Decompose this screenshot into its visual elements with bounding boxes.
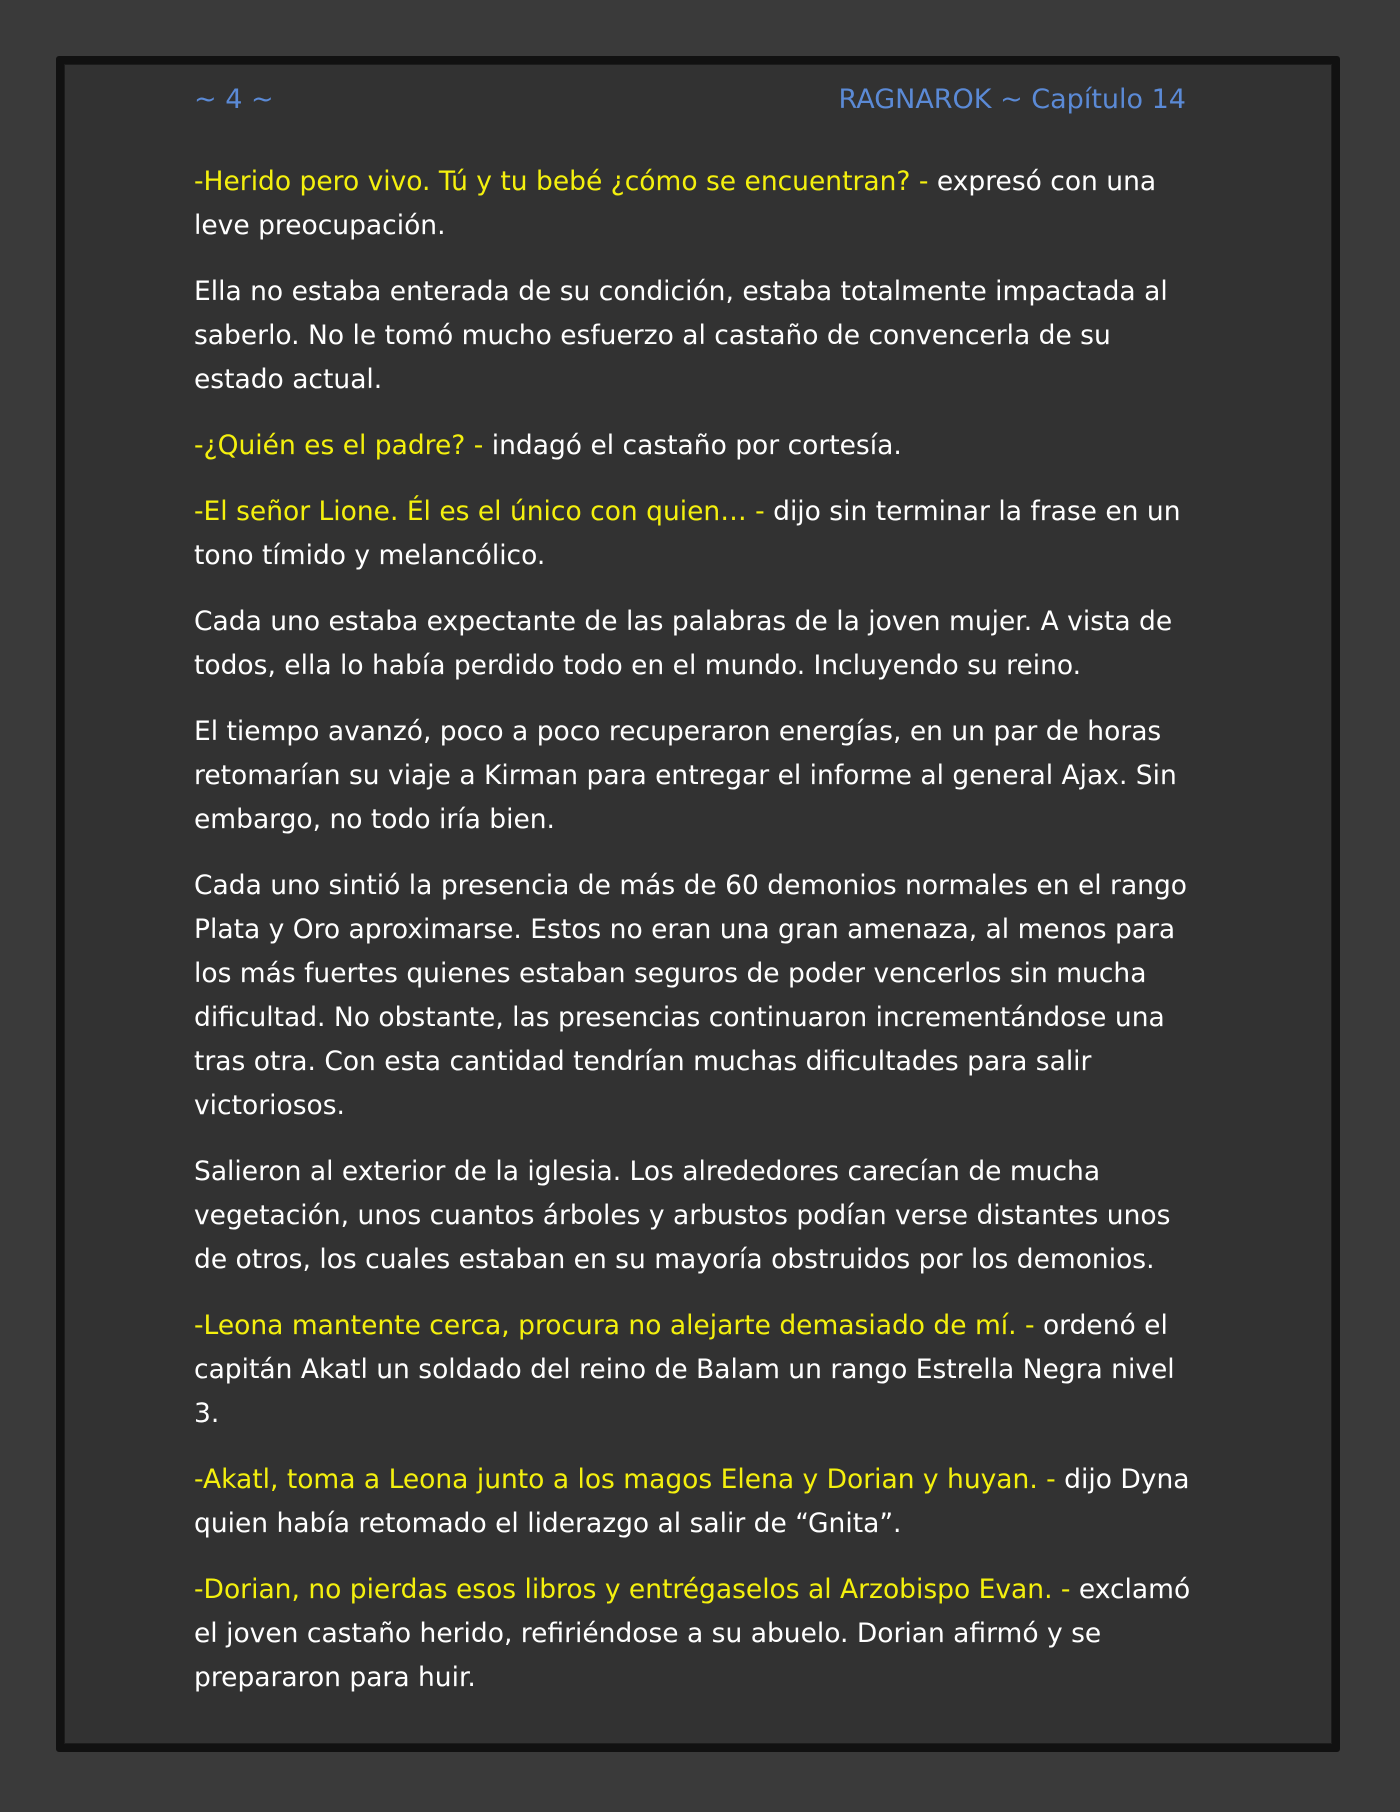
paragraph-5 [194,600,1204,688]
page-number: ~ 4 ~ [194,84,274,115]
paragraph-10 [194,1458,1204,1546]
dialogue: -Akatl, toma a Leona junto a los magos Elena y Dorian y huyan. - [194,1464,1056,1495]
paragraph-8 [194,1150,1204,1282]
paragraph-7 [194,864,1204,1128]
narration: Cada uno estaba expectante de las palabras de la joven mujer. A vista de todos, ella lo había perdido todo en el mundo. Incluyendo su reino. [194,606,1173,681]
narration: expresó con una leve preocupación. [194,166,1157,241]
page-header [194,84,1186,124]
narration: Cada uno sintió la presencia de más de 60 demonios normales en el rango Plata y Oro aproximarse. Estos no eran una gran amenaza, al menos para los más fuertes quienes estaban seguros de poder vencerlos sin mucha dificultad. No obstante, las presencias continuaron incrementándose una tras otra. Con esta cantidad tendrían muchas dificultades para salir victoriosos. [194,870,1188,1121]
dialogue: -Leona mantente cerca, procura no alejarte demasiado de mí. - [194,1310,1035,1341]
paragraph-1 [194,160,1204,248]
dialogue: -Dorian, no pierdas esos libros y entrégaselos al Arzobispo Evan. - [194,1574,1071,1605]
narration: El tiempo avanzó, poco a poco recuperaron energías, en un par de horas retomarían su viaje a Kirman para entregar el informe al general Ajax. Sin embargo, no todo iría bien. [194,716,1177,835]
paragraph-2 [194,270,1204,402]
narration: Salieron al exterior de la iglesia. Los alrededores carecían de mucha vegetación, unos cuantos árboles y arbustos podían verse distantes unos de otros, los cuales estaban en su mayoría obstruidos por los demonios. [194,1156,1171,1275]
narration: Ella no estaba enterada de su condición, estaba totalmente impactada al saberlo. No le tomó mucho esfuerzo al castaño de convencerla de su estado actual. [194,276,1168,395]
paragraph-4 [194,490,1204,578]
dialogue: -Herido pero vivo. Tú y tu bebé ¿cómo se encuentran? - [194,166,929,197]
narration: exclamó el joven castaño herido, refiriéndose a su abuelo. Dorian afirmó y se prepararon para huir. [194,1574,1191,1693]
dialogue: -¿Quién es el padre? - [194,430,484,461]
chapter-title: RAGNAROK ~ Capítulo 14 [838,84,1186,115]
paragraph-6 [194,710,1204,842]
paragraph-11 [194,1568,1204,1700]
dialogue: -El señor Lione. Él es el único con quien… - [194,496,765,527]
narration: indagó el castaño por cortesía. [483,430,902,461]
story-text [194,160,1204,1722]
narration: dijo Dyna quien había retomado el liderazgo al salir de “Gnita”. [194,1464,1190,1539]
paragraph-9 [194,1304,1204,1436]
narration: dijo sin terminar la frase en un tono tímido y melancólico. [194,496,1181,571]
narration: ordenó el capitán Akatl un soldado del reino de Balam un rango Estrella Negra nivel 3. [194,1310,1175,1429]
paragraph-3 [194,424,1204,468]
